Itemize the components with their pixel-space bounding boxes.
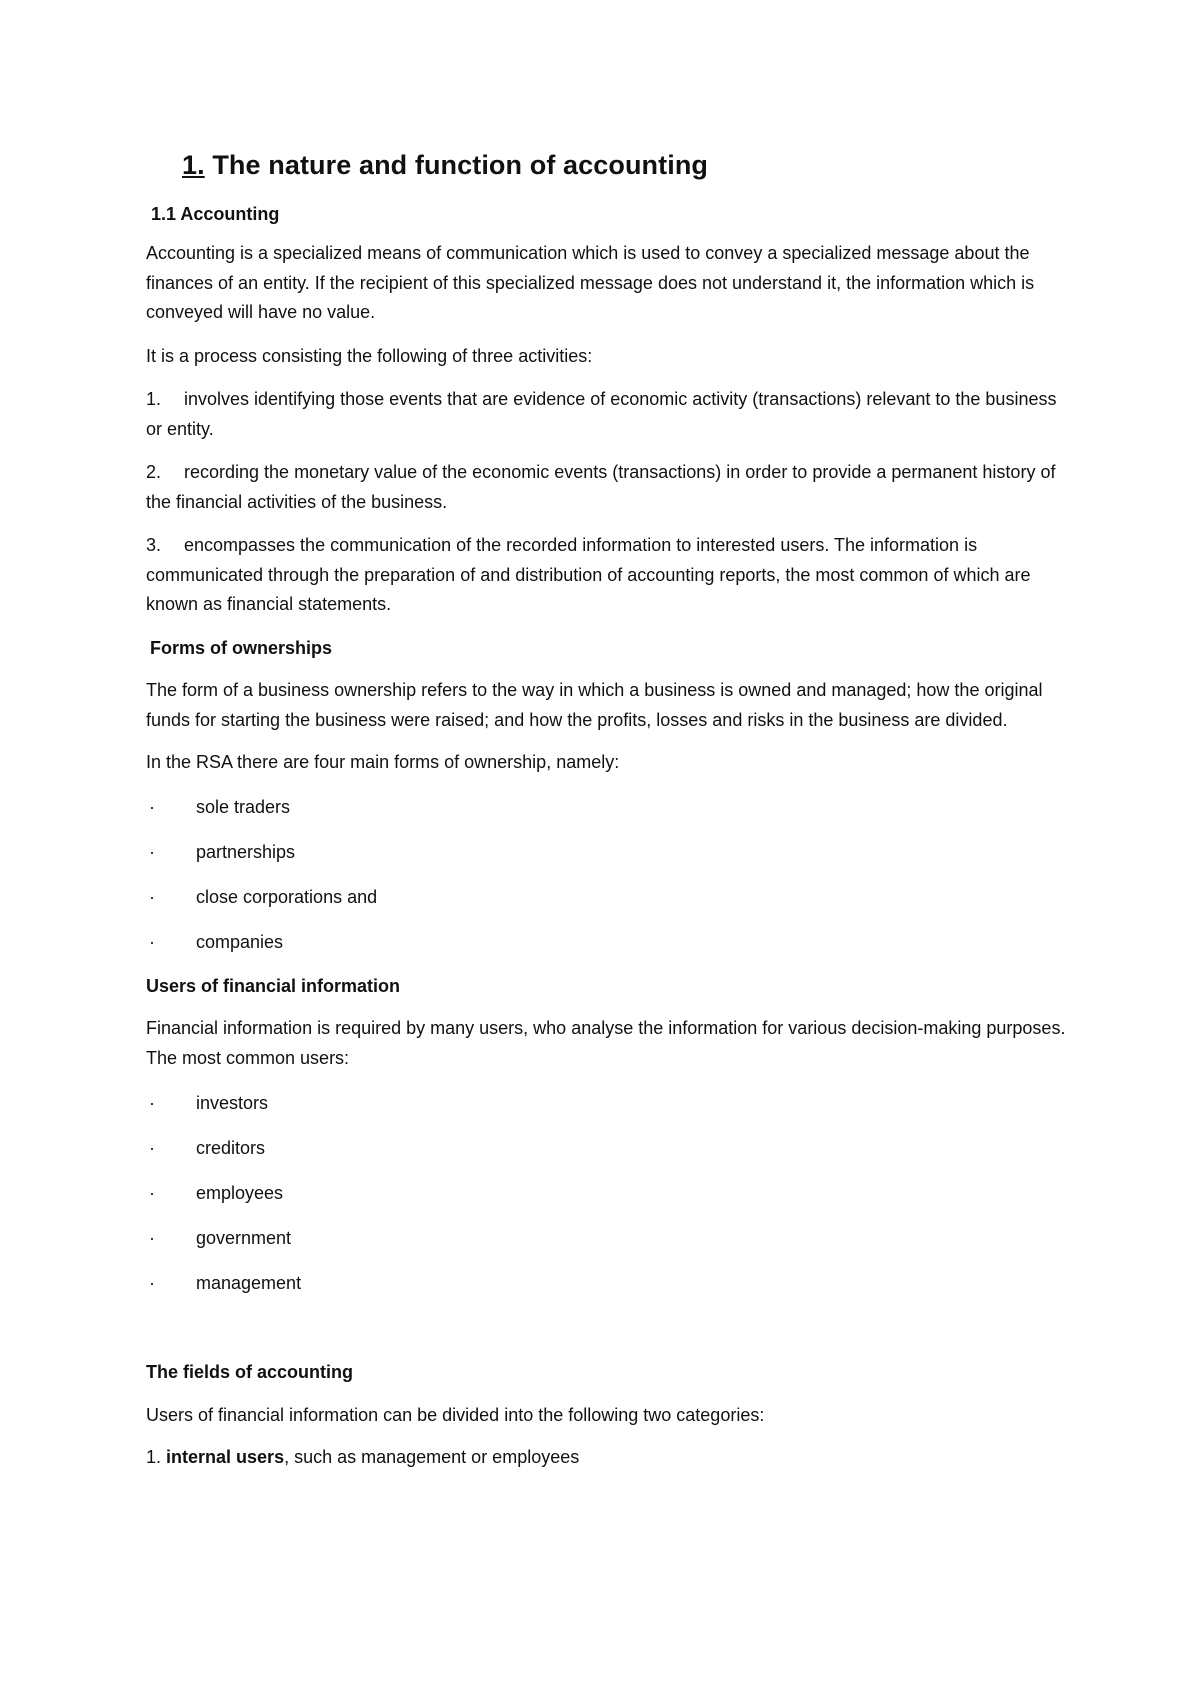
activity-number: 3. — [146, 535, 162, 555]
list-item-text: investors — [196, 1092, 269, 1113]
bullet-icon: · — [149, 887, 155, 907]
users-heading: Users of financial information — [146, 975, 401, 996]
fields-item-bold: internal users — [166, 1447, 285, 1467]
list-item-text: close corporations and — [196, 887, 378, 907]
page-title — [182, 148, 1076, 182]
forms-intro: In the RSA there are four main forms of ownership, namely: — [146, 752, 620, 772]
activity-item-3 — [146, 531, 1076, 620]
activity-number: 2. — [146, 462, 162, 482]
bullet-icon: · — [149, 1092, 155, 1113]
list-item-text: sole traders — [196, 797, 291, 817]
activity-item-2 — [146, 458, 1076, 517]
bullet-icon: · — [149, 797, 155, 817]
activity-item-1 — [146, 385, 1076, 444]
users-paragraph: Financial information is required by many users, who analyse the information for various decision-making purposes. The most common users: — [146, 1018, 1066, 1068]
fields-item-rest: , such as management or employees — [284, 1447, 580, 1467]
list-item-text: government — [196, 1227, 292, 1248]
activity-text: recording the monetary value of the economic events (transactions) in order to provide a permanent history of the financial activities of the business. — [146, 462, 1056, 512]
list-item-text: companies — [196, 932, 284, 952]
list-item — [146, 838, 1076, 868]
list-item — [146, 793, 1076, 823]
bullet-icon: · — [149, 1137, 155, 1158]
bullet-icon: · — [149, 1272, 155, 1293]
title-text: The nature and function of accounting — [212, 150, 709, 180]
fields-item-1 — [146, 1443, 1076, 1473]
activity-text: involves identifying those events that are evidence of economic activity (transactions) relevant to the business or entity. — [146, 389, 1057, 439]
forms-paragraph: The form of a business ownership refers to the way in which a business is owned and managed; how the original funds for starting the business were raised; and how the profits, losses and risks in the business are divided. — [146, 680, 1043, 730]
title-number: 1. — [182, 150, 205, 180]
list-item — [146, 1179, 1076, 1209]
list-item — [146, 1269, 1076, 1299]
list-item — [146, 1089, 1076, 1119]
fields-heading: The fields of accounting — [146, 1362, 354, 1382]
list-item-text: management — [196, 1272, 302, 1293]
accounting-definition-paragraph: Accounting is a specialized means of communication which is used to convey a specialized message about the finances of an entity. If the recipient of this specialized message does not understand it, the information which is conveyed will have no value. — [146, 243, 1035, 322]
document-content — [146, 148, 1076, 1473]
bullet-icon: · — [149, 842, 155, 862]
list-item-text: creditors — [196, 1137, 266, 1158]
fields-paragraph: Users of financial information can be divided into the following two categories: — [146, 1404, 765, 1425]
activity-number: 1. — [146, 389, 162, 409]
list-item — [146, 928, 1076, 958]
list-item-text: employees — [196, 1182, 284, 1203]
list-item-text: partnerships — [196, 842, 296, 862]
list-item — [146, 1224, 1076, 1254]
activities-intro: It is a process consisting the following of three activities: — [146, 345, 593, 366]
section-heading-1-1: 1.1 Accounting — [151, 204, 280, 224]
section-spacer — [146, 1298, 1076, 1344]
activity-text: encompasses the communication of the recorded information to interested users. The information is communicated through the preparation of and distribution of accounting reports, the most common of which are known as financial statements. — [146, 535, 1031, 614]
bullet-icon: · — [149, 1227, 155, 1248]
list-item — [146, 883, 1076, 913]
forms-of-ownership-heading: Forms of ownerships — [150, 637, 333, 658]
bullet-icon: · — [149, 932, 155, 952]
fields-item-number: 1. — [146, 1447, 162, 1467]
bullet-icon: · — [149, 1182, 155, 1203]
list-item — [146, 1134, 1076, 1164]
